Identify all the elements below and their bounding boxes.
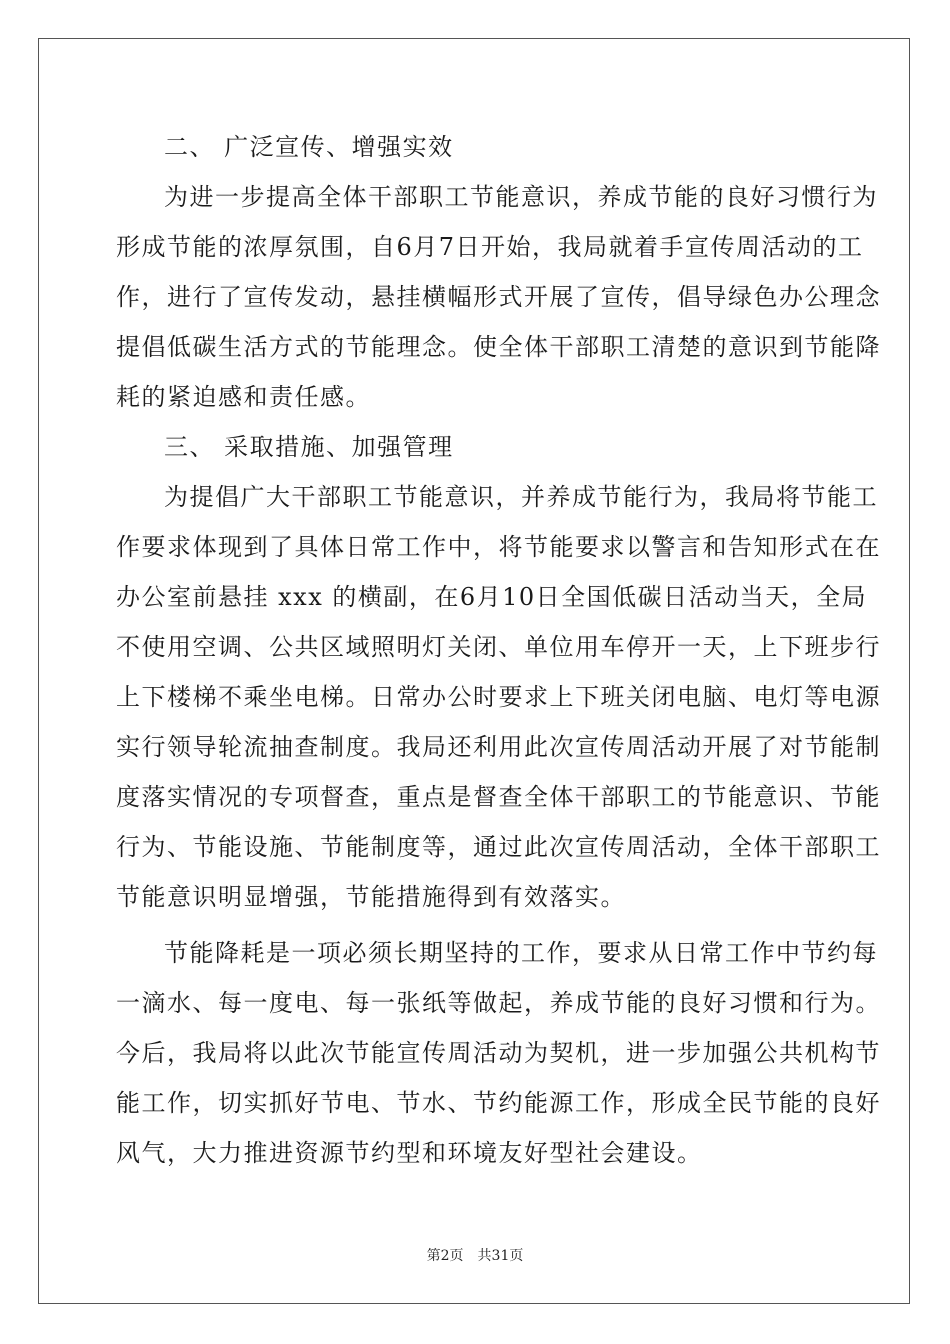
- paragraph-line: 耗的紧迫感和责任感。: [116, 383, 371, 411]
- paragraph-line: 行为、节能设施、节能制度等，通过此次宣传周活动，全体干部职工: [116, 833, 881, 861]
- paragraph-line: 风气，大力推进资源节约型和环境友好型社会建设。: [116, 1139, 703, 1167]
- paragraph-line: 办公室前悬挂 xxx 的横副，在6月10日全国低碳日活动当天，全局: [116, 583, 868, 611]
- paragraph-line: 度落实情况的专项督查，重点是督查全体干部职工的节能意识、节能: [116, 783, 881, 811]
- section-heading-3: 三、 采取措施、加强管理: [164, 433, 454, 461]
- paragraph-line: 为提倡广大干部职工节能意识，并养成节能行为，我局将节能工: [164, 483, 878, 511]
- page-total: 共31页: [477, 1248, 524, 1264]
- paragraph-line: 节能意识明显增强，节能措施得到有效落实。: [116, 883, 626, 911]
- paragraph-line: 作，进行了宣传发动，悬挂横幅形式开展了宣传，倡导绿色办公理念: [116, 283, 881, 311]
- paragraph-line: 为进一步提高全体干部职工节能意识，养成节能的良好习惯行为: [164, 183, 878, 211]
- paragraph-line: 今后，我局将以此次节能宣传周活动为契机，进一步加强公共机构节: [116, 1039, 881, 1067]
- section-heading-2: 二、 广泛宣传、增强实效: [164, 133, 454, 161]
- page-number: 第2页: [426, 1248, 464, 1264]
- paragraph-line: 能工作，切实抓好节电、节水、节约能源工作，形成全民节能的良好: [116, 1089, 881, 1117]
- page-footer: [0, 1246, 950, 1266]
- paragraph-line: 提倡低碳生活方式的节能理念。使全体干部职工清楚的意识到节能降: [116, 333, 881, 361]
- document-body: [116, 122, 881, 1178]
- paragraph-line: 实行领导轮流抽查制度。我局还利用此次宣传周活动开展了对节能制: [116, 733, 881, 761]
- paragraph-line: 作要求体现到了具体日常工作中，将节能要求以警言和告知形式在在: [116, 533, 881, 561]
- paragraph-line: 形成节能的浓厚氛围，自6月7日开始，我局就着手宣传周活动的工: [116, 233, 864, 261]
- paragraph-line: 上下楼梯不乘坐电梯。日常办公时要求上下班关闭电脑、电灯等电源: [116, 683, 881, 711]
- paragraph-line: 不使用空调、公共区域照明灯关闭、单位用车停开一天，上下班步行: [116, 633, 881, 661]
- paragraph-line: 节能降耗是一项必须长期坚持的工作，要求从日常工作中节约每: [164, 939, 878, 967]
- paragraph-line: 一滴水、每一度电、每一张纸等做起，养成节能的良好习惯和行为。: [116, 989, 881, 1017]
